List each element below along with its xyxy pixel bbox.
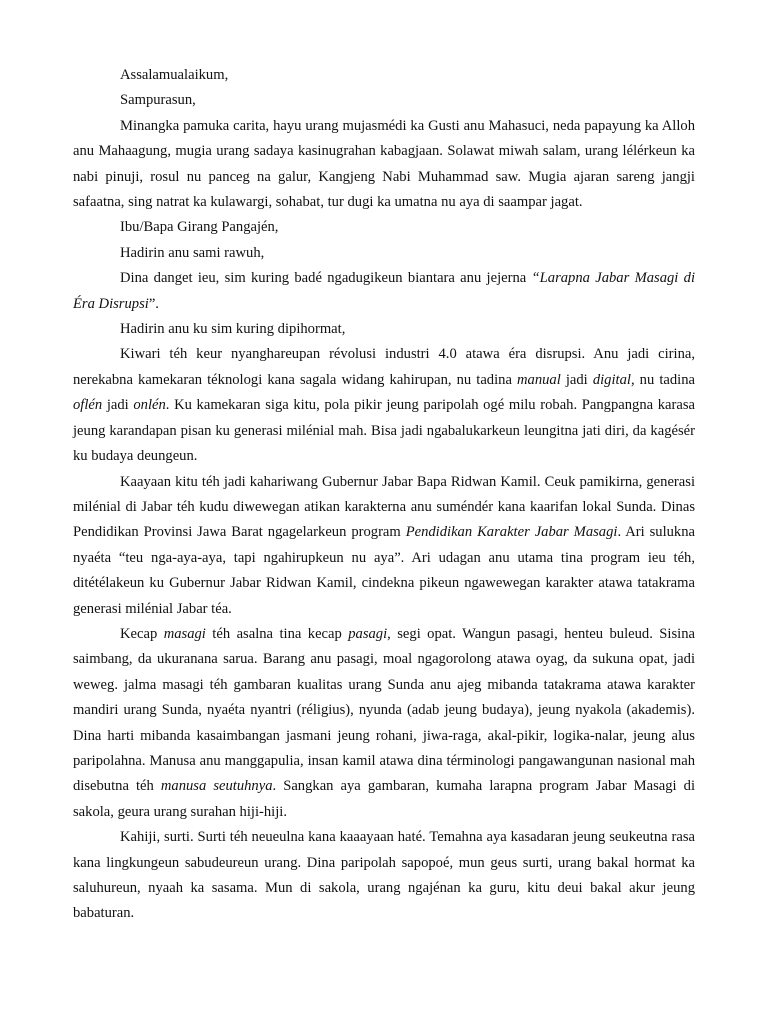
speech-title: “Larapna Jabar Masagi di Éra Disrupsi xyxy=(73,270,695,312)
paragraph-masagi-meaning: Kecap masagi téh asalna tina kecap pasagi, segi opat. Wangun pasagi, henteu buleud. Sisina saimbang, da ukuranana sarua. Barang anu pasagi, moal ngagorolong atawa oyag, da sukuna opat, jadi weweg. jalma masagi téh gambaran kualitas urang Sunda anu ajeg mibanda tatakrama atawa karakter mandiri urang Sunda, nyaéta nyantri (réligius), nyunda (adab jeung budaya), jeung nyakola (akademis). Dina harti mibanda kasaimbangan jasmani jeung rohani, jiwa-raga, akal-pikir, logika-nalar, jeung alus paripolahna. Manusa anu manggapulia, insan kamil atawa dina términologi pangawangunan nasional mah disebutna téh manusa seutuhnya. Sangkan aya gambaran, kumaha larapna program Jabar Masagi di sakola, geura urang surahan hiji-hiji. xyxy=(73,625,696,820)
address-audience: Hadirin anu sami rawuh, xyxy=(120,244,265,261)
greeting-salam: Assalamualaikum, xyxy=(120,67,229,83)
address-honored-audience: Hadirin anu ku sim kuring dipihormat, xyxy=(120,321,346,338)
paragraph-surti: Kahiji, surti. Surti téh neueulna kana kaaayaan haté. Temahna aya kasadaran jeung seukeutna rasa kana lingkungeun sabudeureun urang. Dina paripolah sapopoé, mun geus surti, urang bakal hormat ka saluhureun, nyaah ka sasama. Mun di sakola, urang ngajénan ka guru, kitu deui bakal akur jeung babaturan. xyxy=(73,829,695,922)
paragraph-governor-concern: Kaayaan kitu téh jadi kahariwang Gubernur Jabar Bapa Ridwan Kamil. Ceuk pamikirna, generasi milénial di Jabar téh kudu diwewegan atikan karakterna anu suméndér kana kaarifan lokal Sunda. Dinas Pendidikan Provinsi Jawa Barat ngagelarkeun program Pendidikan Karakter Jabar Masagi. Ari sulukna nyaéta “teu nga-aya-aya, tapi ngahirupkeun nu aya”. Ari udagan anu utama tina program ieu téh, ditétélakeun ku Gubernur Jabar Ridwan Kamil, cindekna pikeun ngawewegan karakter atawa tatakrama generasi milénial Jabar téa. xyxy=(73,473,695,617)
address-teachers: Ibu/Bapa Girang Pangajén, xyxy=(120,219,279,236)
paragraph-topic: Dina danget ieu, sim kuring badé ngadugikeun biantara anu jejerna “Larapna Jabar Masagi di Éra Disrupsi”. xyxy=(73,270,695,312)
paragraph-disruption: Kiwari téh keur nyanghareupan révolusi industri 4.0 atawa éra disrupsi. Anu jadi cirina, nerekabna kamekaran téknologi kana sagala widang kahirupan, nu tadina manual jadi digital, nu tadina oflén jadi onlén. Ku kamekaran siga kitu, pola pikir jeung paripolah ogé milu robah. Pangpangna karasa jeung karandapan pisan ku generasi milénial mah. Bisa jadi ngabalukarkeun leungitna jati diri, da kagésér ku budaya deungeun. xyxy=(73,346,695,465)
greeting-sampurasun: Sampurasun, xyxy=(120,92,196,109)
program-name: Pendidikan Karakter Jabar Masagi xyxy=(405,524,618,541)
paragraph-opening: Minangka pamuka carita, hayu urang mujasmédi ka Gusti anu Mahasuci, neda papayung ka Alloh anu Mahaagung, mugia urang sadaya kasinugrahan kabagjaan. Solawat miwah salam, urang lélérkeun ka nabi pinuji, rosul nu panceg na galur, Kangjeng Nabi Muhammad saw. Mugia ajaran sareng jangji safaatna, sing natrat ka kulawargi, sohabat, tur dugi ka umatna nu aya di saampar jagat. xyxy=(73,117,695,211)
